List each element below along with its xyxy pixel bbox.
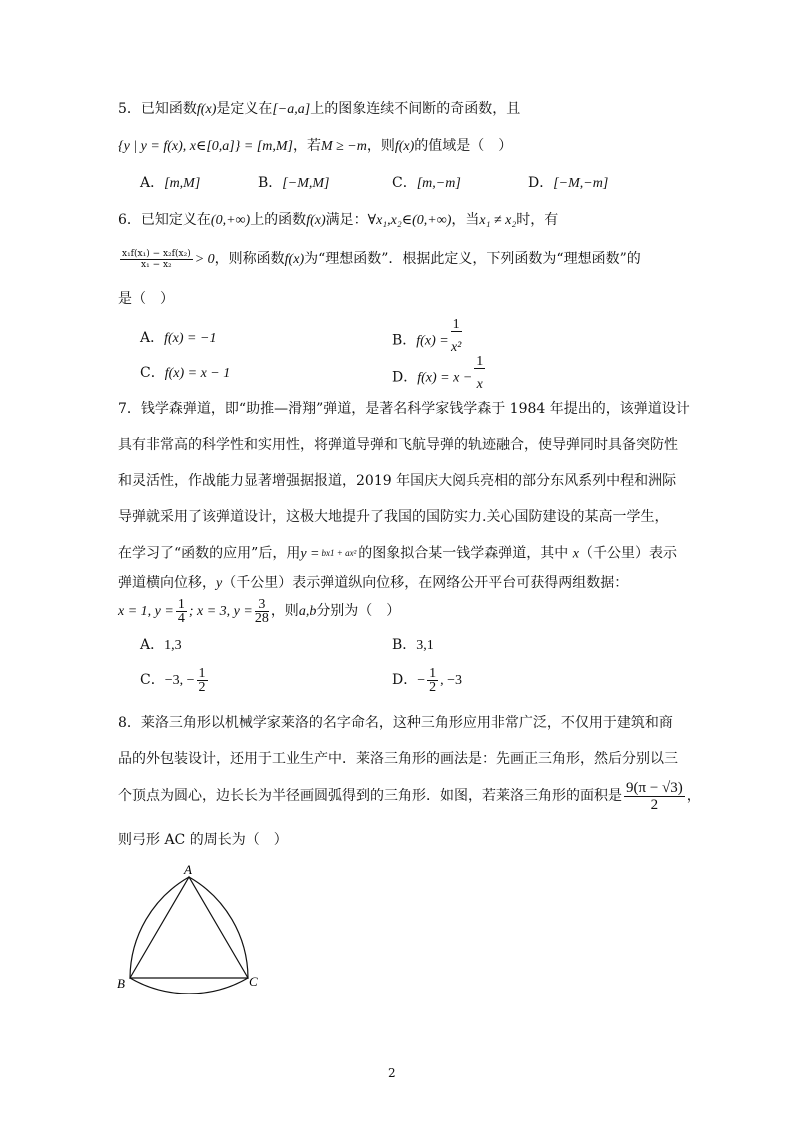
q7-option-d[interactable]: D．− $\frac{1}{2}$ , −3	[392, 665, 463, 695]
q7-line7: x = 1, y = $\frac{1}{4}$ ; x = 3, y = $\frac{3}{28}$ ，则a,b分别为（ ）	[118, 596, 401, 626]
vertex-label-b: B	[117, 976, 125, 991]
q6-option-c[interactable]: C．f(x) = x − 1	[140, 365, 231, 381]
q7-option-c[interactable]: C．−3, − $\frac{1}{2}$	[140, 665, 206, 695]
q5-cond: M ≥ −m	[320, 139, 367, 154]
q7-line3: 和灵活性，作战能力显著增强据报道，2019 年国庆大阅兵亮相的部分东风系列中程和洲际	[118, 473, 677, 489]
q7-option-a[interactable]: A．1,3	[140, 637, 182, 653]
page-number: 2	[388, 1066, 396, 1080]
q7-option-b[interactable]: B．3,1	[392, 637, 434, 653]
q6-stem-line1: 6．已知定义在(0,+∞)上的函数f(x)满足：∀x₁,x₂∈(0,+∞)，当x₁ ≠ x₂时，有	[118, 212, 559, 228]
q5-stem-line1: 5．已知函数f(x)是定义在[−a,a]上的图象连续不间断的奇函数，且	[118, 101, 521, 117]
q6-stem-line2: $\frac{\text{x₁f(x₁) − x₂f(x₂)}}{\text{x₁ − x₂}}$ > 0，则称函数f(x)为“理想函数”．根据此定义，下列函数为“理想函数”的	[122, 248, 641, 270]
q8-line2: 品的外包装设计，还用于工业生产中．莱洛三角形的画法是：先画正三角形，然后分别以三	[118, 751, 678, 767]
vertex-label-a: A	[184, 864, 192, 877]
q6-stem-line3: 是（ ）	[118, 291, 174, 307]
q7-line5: 在学习了“函数的应用”后，用y = bx1 + ax² 的图象拟合某一钱学森弹道，其中 x（千公里）表示	[118, 538, 677, 570]
q5-option-b[interactable]: B．[−M,M]	[258, 175, 330, 191]
q8-line3: 个顶点为圆心，边长长为半径画圆弧得到的三角形．如图，若莱洛三角形的面积是 $\frac{9(\pi - √3)}{2}$ ，	[118, 779, 701, 813]
q5-stem-line2: {y | y = f(x), x∈[0,a]} = [m,M]，若M ≥ −m，则f(x)的值域是（ ）	[118, 138, 513, 154]
arc-bc	[130, 978, 248, 994]
q8-line4: 则弓形 AC 的周长为（ ）	[118, 832, 288, 848]
q7-line2: 具有非常高的科学性和实用性，将弹道导弹和飞航导弹的轨迹融合，使导弹同时具备突防性	[118, 437, 678, 453]
q5-fx: f(x)	[196, 102, 217, 117]
vertex-label-c: C	[249, 974, 258, 989]
q6-option-b[interactable]: B．f(x) = $\frac{1}{\text{x²}}$	[392, 317, 462, 355]
q5-option-a[interactable]: A．[m,M]	[140, 175, 201, 191]
q5-interval: [−a,a]	[272, 102, 311, 117]
q6-condition-fraction: $\frac{\text{x₁f(x₁) − x₂f(x₂)}}{\text{x₁ − x₂}}$	[122, 248, 191, 270]
equilateral-triangle	[130, 877, 248, 978]
q5-option-c[interactable]: C．[m,−m]	[392, 175, 461, 191]
q5-set-expr: {y | y = f(x), x∈[0,a]} = [m,M]	[118, 139, 293, 154]
q8-area-fraction: $\frac{9(\pi - √3)}{2}$	[626, 779, 683, 813]
q7-line6: 弹道横向位移，y（千公里）表示弹道纵向位移，在网络公开平台可获得两组数据：	[118, 575, 629, 591]
q6-option-a[interactable]: A．f(x) = −1	[140, 330, 217, 346]
q8-line1: 8．莱洛三角形以机械学家莱洛的名字命名，这种三角形应用非常广泛，不仅用于建筑和商	[118, 715, 673, 731]
q7-line1: 7．钱学森弹道，即“助推—滑翔”弹道，是著名科学家钱学森于 1984 年提出的，该弹道设计	[118, 401, 690, 417]
q6-option-d[interactable]: D．f(x) = x − $\frac{1}{x}$	[392, 354, 484, 392]
q7-function-fraction: bx1 + ax²	[321, 548, 357, 558]
reuleaux-triangle-figure	[112, 864, 272, 994]
q5-option-d[interactable]: D．[−M,−m]	[528, 175, 609, 191]
q7-line4: 导弹就采用了该弹道设计，这极大地提升了我国的国防实力.关心国防建设的某高一学生，	[118, 509, 669, 525]
